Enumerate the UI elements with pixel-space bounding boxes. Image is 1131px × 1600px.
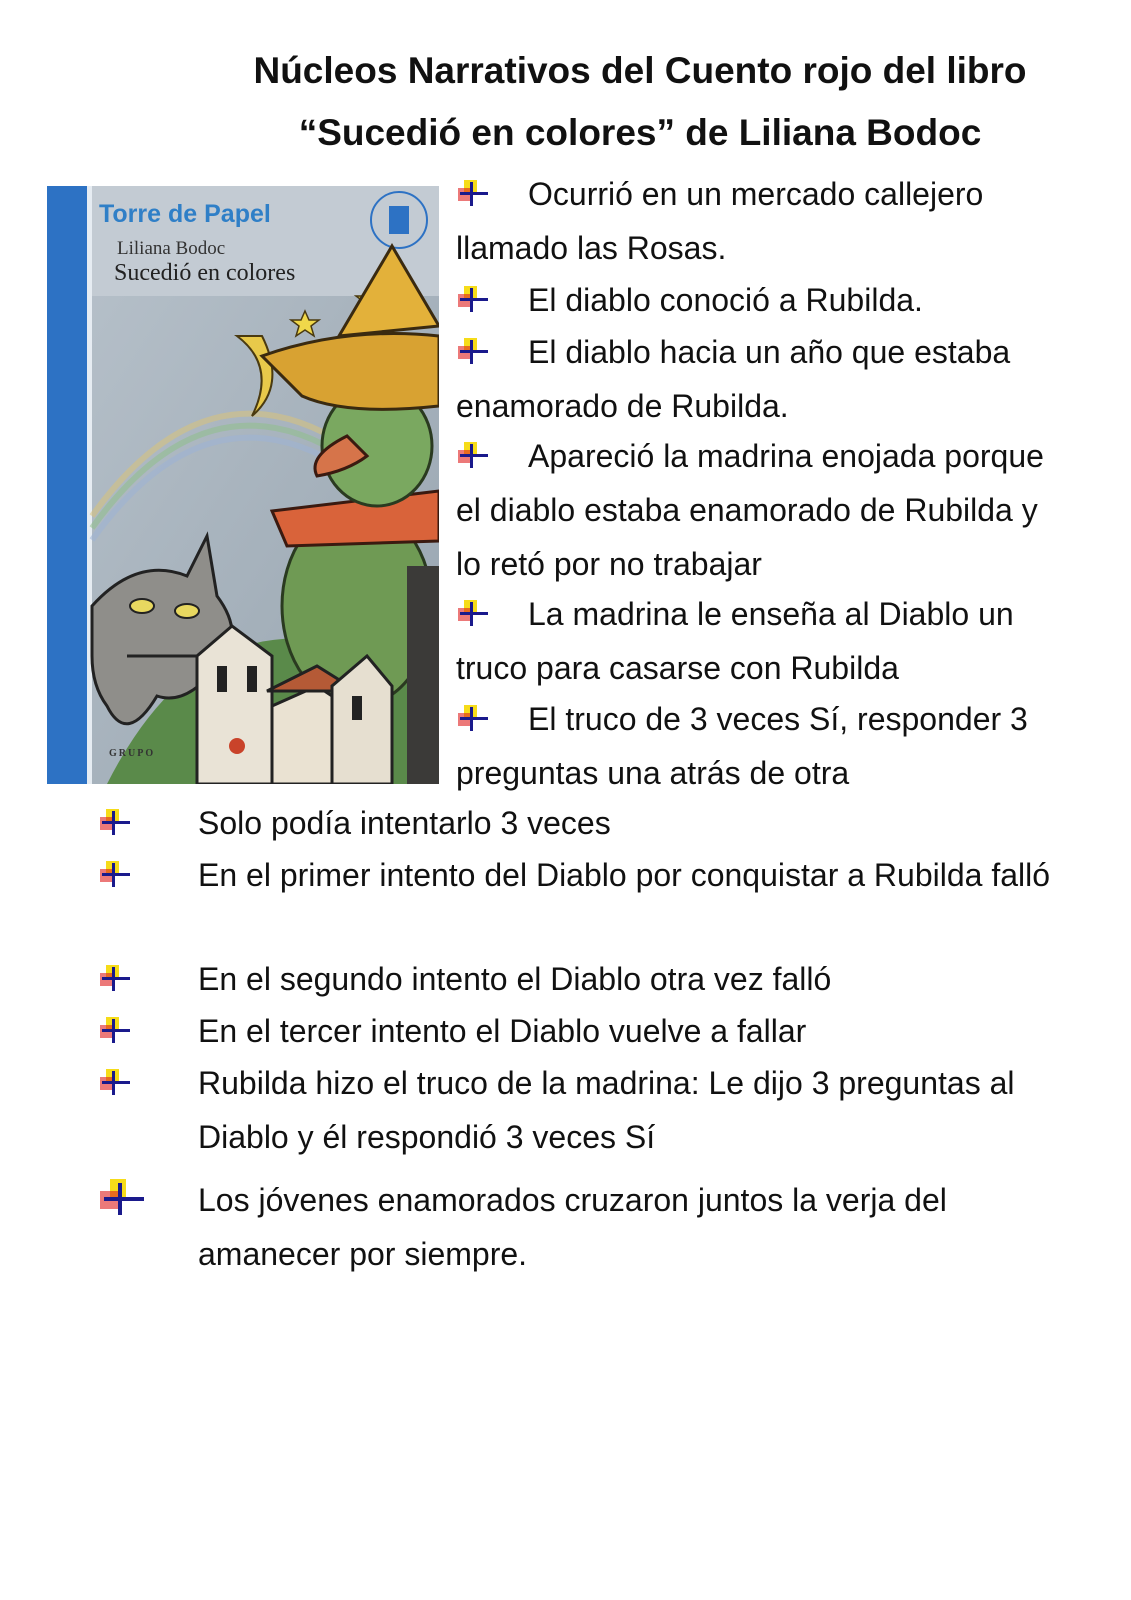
list-item-text: Solo podía intentarlo 3 veces: [198, 805, 611, 841]
cover-series-name: Torre de Papel: [99, 200, 271, 228]
cross-bullet-icon: [98, 1177, 148, 1221]
list-item: [456, 167, 1056, 275]
title-line-2: “Sucedió en colores” de Liliana Bodoc: [298, 112, 982, 153]
cross-bullet-icon: [98, 1067, 132, 1099]
cross-bullet-icon: [98, 1015, 132, 1047]
list-item-text: En el primer intento del Diablo por conquistar a Rubilda falló: [198, 857, 1051, 893]
title-line-1: Núcleos Narrativos del Cuento rojo del libro: [253, 50, 1027, 91]
list-item-text: En el tercer intento el Diablo vuelve a fallar: [198, 1013, 807, 1049]
list-item: [198, 1004, 1078, 1058]
list-item: [198, 1173, 1078, 1281]
list-item-text: En el segundo intento el Diablo otra vez falló: [198, 961, 832, 997]
list-item: [456, 692, 1056, 800]
list-item: [456, 429, 1056, 591]
cover-author: Liliana Bodoc: [117, 238, 226, 259]
cross-bullet-icon: [456, 178, 490, 210]
list-item: [198, 1056, 1078, 1164]
list-item-text: El diablo hacia un año que estaba enamorado de Rubilda.: [456, 334, 1011, 424]
list-item-text: El diablo conoció a Rubilda.: [528, 282, 923, 318]
cross-bullet-icon: [456, 336, 490, 368]
list-item: [198, 952, 1078, 1006]
list-item: [456, 587, 1056, 695]
list-item: [198, 848, 1078, 902]
list-item-text: Rubilda hizo el truco de la madrina: Le dijo 3 preguntas al Diablo y él respondió 3 veces Sí: [198, 1065, 1015, 1155]
document-title: [190, 40, 1090, 164]
list-item: [198, 796, 1078, 850]
list-item-text: Ocurrió en un mercado callejero llamado las Rosas.: [456, 176, 984, 266]
cross-bullet-icon: [98, 963, 132, 995]
list-item: [456, 325, 1056, 433]
list-item: [456, 273, 1056, 327]
cover-book-title: Sucedió en colores: [114, 260, 296, 286]
list-item-text: Apareció la madrina enojada porque el diablo estaba enamorado de Rubilda y lo retó por no trabajar: [456, 438, 1044, 582]
cross-bullet-icon: [456, 598, 490, 630]
cross-bullet-icon: [456, 284, 490, 316]
cover-publisher: GRUPO: [109, 748, 156, 759]
book-cover-image: [47, 186, 439, 784]
cross-bullet-icon: [456, 440, 490, 472]
cross-bullet-icon: [98, 859, 132, 891]
list-item-text: Los jóvenes enamorados cruzaron juntos la verja del amanecer por siempre.: [198, 1182, 947, 1272]
list-item-text: El truco de 3 veces Sí, responder 3 preguntas una atrás de otra: [456, 701, 1028, 791]
list-item-text: La madrina le enseña al Diablo un truco para casarse con Rubilda: [456, 596, 1014, 686]
cross-bullet-icon: [98, 807, 132, 839]
cross-bullet-icon: [456, 703, 490, 735]
